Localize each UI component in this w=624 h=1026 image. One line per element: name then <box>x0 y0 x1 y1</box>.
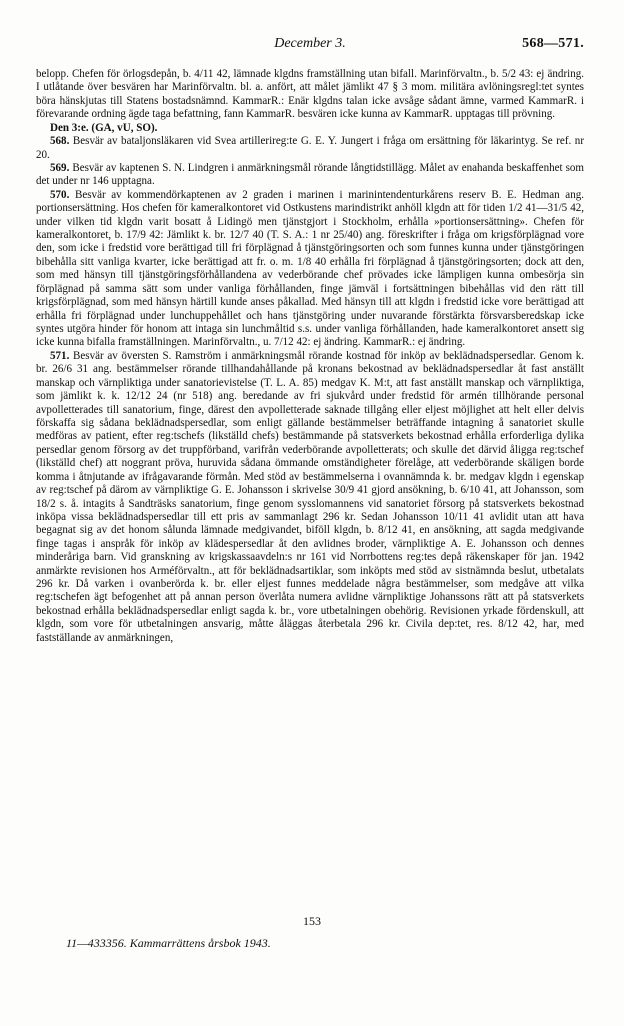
page-number: 153 <box>303 914 321 928</box>
header-date: December 3. <box>274 36 346 51</box>
case-text: Besvär av kommendörkaptenen av 2 graden i marinen i marinintendenturkårens reserv B. E. Hedman ang. portionsersättning. Hos chefen för kameralkontoret vid Ostkustens marindistrikt anhöll klgdn att för tiden 1/2 41—31/5 42, under vilken tid klgdn varit bosatt å Lidingö men tjänstgjort i Stockholm, erhålla »portionsersättning». Chefen för kameralkontoret, b. 17/9 42: Jämlikt k. br. 12/7 40 (T. S. A.: 1 nr 25/40) ang. föreskrifter i fråga om krigsförplägnad vore den, som icke i fredstid vore berättigad till fri förplägnad å tjänstgöringsorten och som funnes kunna under tjänstgöringen bibehålla sitt vanliga kvarter, icke berättigad att fr. o. m. 1/8 40 erhålla fri förplägnad å tjänstgöringsorten; dock att den, som med hänsyn till tjänstgöringsförhållandena av vederbörande chef prövades icke lämpligen kunna ombesörja sin förplägnad på samma sätt som under vanliga förhållanden, finge jämväl i fortsättningen bibehållas vid den rätt till krigsförplägnad, som med hänsyn härtill kunde anses påkallad. Med hänsyn till att klgdn i fredstid icke vore berättigad att erhålla fri förplägnad under lunchuppehållet och hans tjänstgöring under nuvarande förstärkta försvarsberedskap icke syntes utgöra hinder för honom att intaga sin lunchmåltid s.s. under vanliga förhållanden, hade kameralkontoret ansett sig icke kunna bifalla framställningen. Marinförvaltn., u. 7/12 42: ej ändring. KammarR.: ej ändring. <box>36 188 584 349</box>
header-case-range: 568—571. <box>522 36 584 51</box>
case-number: 569. <box>50 161 70 174</box>
case-text: Besvär av bataljonsläkaren vid Svea artillerireg:te G. E. Y. Jungert i fråga om ersättning för läkarintyg. Se ref. nr 20. <box>36 135 585 161</box>
case-number: 570. <box>50 188 70 201</box>
session-text: Den 3:e. (GA, vU, SO). <box>50 121 158 134</box>
footer-imprint: 11—433356. Kammarrättens årsbok 1943. <box>66 936 271 950</box>
body-text <box>36 68 584 645</box>
session-heading <box>36 122 584 135</box>
paragraph-text: belopp. Chefen för örlogsdepån, b. 4/11 42, lämnade klgdns framställning utan bifall. Marinförvaltn., b. 5/2 43: ej ändring. I utlåtande över besvären har Marinförvaltn. bl. a. anfört, att målet jämlikt 47 § 3 mom. militära avlöningsregl:tet syntes böra hänskjutas till Statens bostadsnämnd. KammarR.: Enär klgdns talan icke avsåge sådant ämne, varmed KammarR. i förevarande ordning ägde taga befattning, fann KammarR. besvären icke kunna av KammarR. upptagas till prövning. <box>36 68 584 121</box>
running-header <box>36 36 584 54</box>
case-568 <box>36 135 584 162</box>
case-571 <box>36 350 584 645</box>
case-number: 571. <box>50 349 70 362</box>
case-number: 568. <box>50 135 70 148</box>
paragraph-continuation <box>36 68 584 122</box>
case-text: Besvär av kaptenen S. N. Lindgren i anmärkningsmål rörande långtidstillägg. Målet av enahanda beskaffenhet som det under nr 146 upptagna. <box>36 161 584 188</box>
case-569 <box>36 162 584 189</box>
case-570 <box>36 189 584 350</box>
case-text: Besvär av översten S. Ramström i anmärkningsmål rörande kostnad för inköp av beklädnadspersedlar. Genom k. br. 26/6 31 ang. bestämmelser rörande tillhandahållande på kronans bekostnad av beklädnadspersedlar åt fast anställt manskap och värnpliktiga under sanatorievistelse (T. L. A. 85) medgav K. M:t, att fast anställt manskap och värnpliktiga, som jämlikt k. k. 12/12 24 (nr 518) ang. beredande av fri sjukvård under fredstid för armén tillhörande personal avpolletterades till sanatorium, finge, därest den avpolletterade saknade tillgång eller eljest möjlighet att helt eller delvis förskaffa sig sådana beklädnadspersedlar, som enligt gällande bestämmelser beträffande intagning å sanatoriet skulle medföras av patient, efter reg:tschefs (likställd chefs) bestämmande på statsverkets bekostnad erhålla erforderliga dylika persedlar genom försorg av det truppförband, varifrån vederbörande avpolletterats; och skulle det därvid åligga reg:tschef (likställd chef) att noggrant pröva, huruvida sådana ömmande omständigheter förelåge, att vederbörande skäligen borde komma i åtnjutande av ifrågavarande förmån. Med stöd av bestämmelserna i ovannämnda k. br. medgav klgdn i egenskap av reg:tschef på därom av värnpliktige G. E. Johansson i skrivelse 30/9 41 gjord ansökning, b. 6/10 41, att Johansson, som 18/2 s. å. intagits å Sandträsks sanatorium, finge genom sysslomannens vid sanatoriet försorg på statsverkets bekostnad inköpa vissa beklädnadspersedlar till ett pris av sammanlagt 296 kr. Sedan Johansson 10/11 41 avlidit utan att hava begagnat sig av det honom sålunda lämnade medgivandet, biföll klgdn, b. 8/12 41, en ansökning, att sagda medgivande finge tagas i anspråk för inköp av klädespersedlar åt den avlidnes broder, värnpliktige A. E. Johansson och dennes minderåriga barn. Vid granskning av krigskassaavdeln:s nr 161 vid Norrbottens reg:tes depå räkenskaper för jan. 1942 anmärkte revisionen hos Arméförvaltn., att för beklädnadsartiklar, som inköpts med stöd av sistnämnda beslut, utbetalats 296 kr. Då varken i ovanberörda k. br. eller eljest funnes meddelade några bestämmelser, som medgåve att vilka reg:tschefen ägt befogenhet att på annan person överlåta numera avlidne värnpliktige Johanssons rätt att på statsverkets bekostnad erhålla beklädnadspersedlar enligt sagda k. br., vore utbetalningen obehörig. Revisionen yrkade fördenskull, att klgdn, som vore för utbetalningen ansvarig, måtte åläggas återbetala 296 kr. Civila dep:tet, res. 8/12 42, har, med fastställande av anmärkningen, <box>36 349 584 644</box>
